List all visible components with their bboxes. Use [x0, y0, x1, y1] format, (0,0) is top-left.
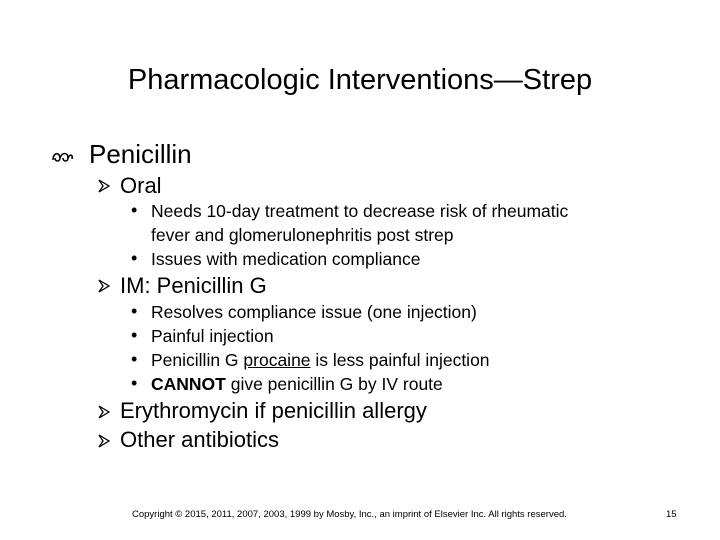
- copyright-footer: Copyright © 2015, 2011, 2007, 2003, 1999 by Mosby, Inc., an imprint of Elsevier Inc. All rights reserved.: [132, 509, 567, 520]
- bullet-flourish-icon: [50, 146, 74, 168]
- bullet-text-cannot: [151, 372, 443, 396]
- bullet-text-continuation: fever and glomerulonephritis post strep: [151, 225, 454, 245]
- dot-bullet-icon: •: [131, 373, 138, 393]
- subheading-erythromycin: Erythromycin if penicillin allergy: [120, 398, 427, 423]
- bullet-text: Needs 10-day treatment to decrease risk of rheumatic: [151, 201, 569, 221]
- underlined-term: procaine: [243, 350, 311, 370]
- bullet-text-procaine: [151, 348, 490, 372]
- page-number: 15: [666, 509, 677, 520]
- subheading-oral: Oral: [120, 173, 162, 198]
- bullet-penicillin: Penicillin: [89, 139, 192, 169]
- slide-title: Pharmacologic Interventions—Strep: [127, 64, 593, 96]
- bullet-text: Issues with medication compliance: [151, 249, 421, 269]
- text-segment: is less painful injection: [310, 350, 490, 370]
- subheading-other-antibiotics: Other antibiotics: [120, 427, 279, 452]
- arrowhead-bullet-icon: [98, 179, 110, 193]
- bullet-text: Resolves compliance issue (one injection): [151, 302, 477, 322]
- arrowhead-bullet-icon: [98, 279, 110, 293]
- dot-bullet-icon: •: [131, 325, 138, 345]
- arrowhead-bullet-icon: [98, 405, 110, 419]
- bold-term: CANNOT: [151, 374, 226, 394]
- dot-bullet-icon: •: [131, 301, 138, 321]
- subheading-im: IM: Penicillin G: [120, 273, 267, 298]
- dot-bullet-icon: •: [131, 349, 138, 369]
- dot-bullet-icon: •: [131, 200, 138, 220]
- bullet-text: Painful injection: [151, 326, 274, 346]
- text-segment: give penicillin G by IV route: [225, 374, 443, 394]
- dot-bullet-icon: •: [131, 248, 138, 268]
- arrowhead-bullet-icon: [98, 434, 110, 448]
- text-segment: Penicillin G: [151, 350, 244, 370]
